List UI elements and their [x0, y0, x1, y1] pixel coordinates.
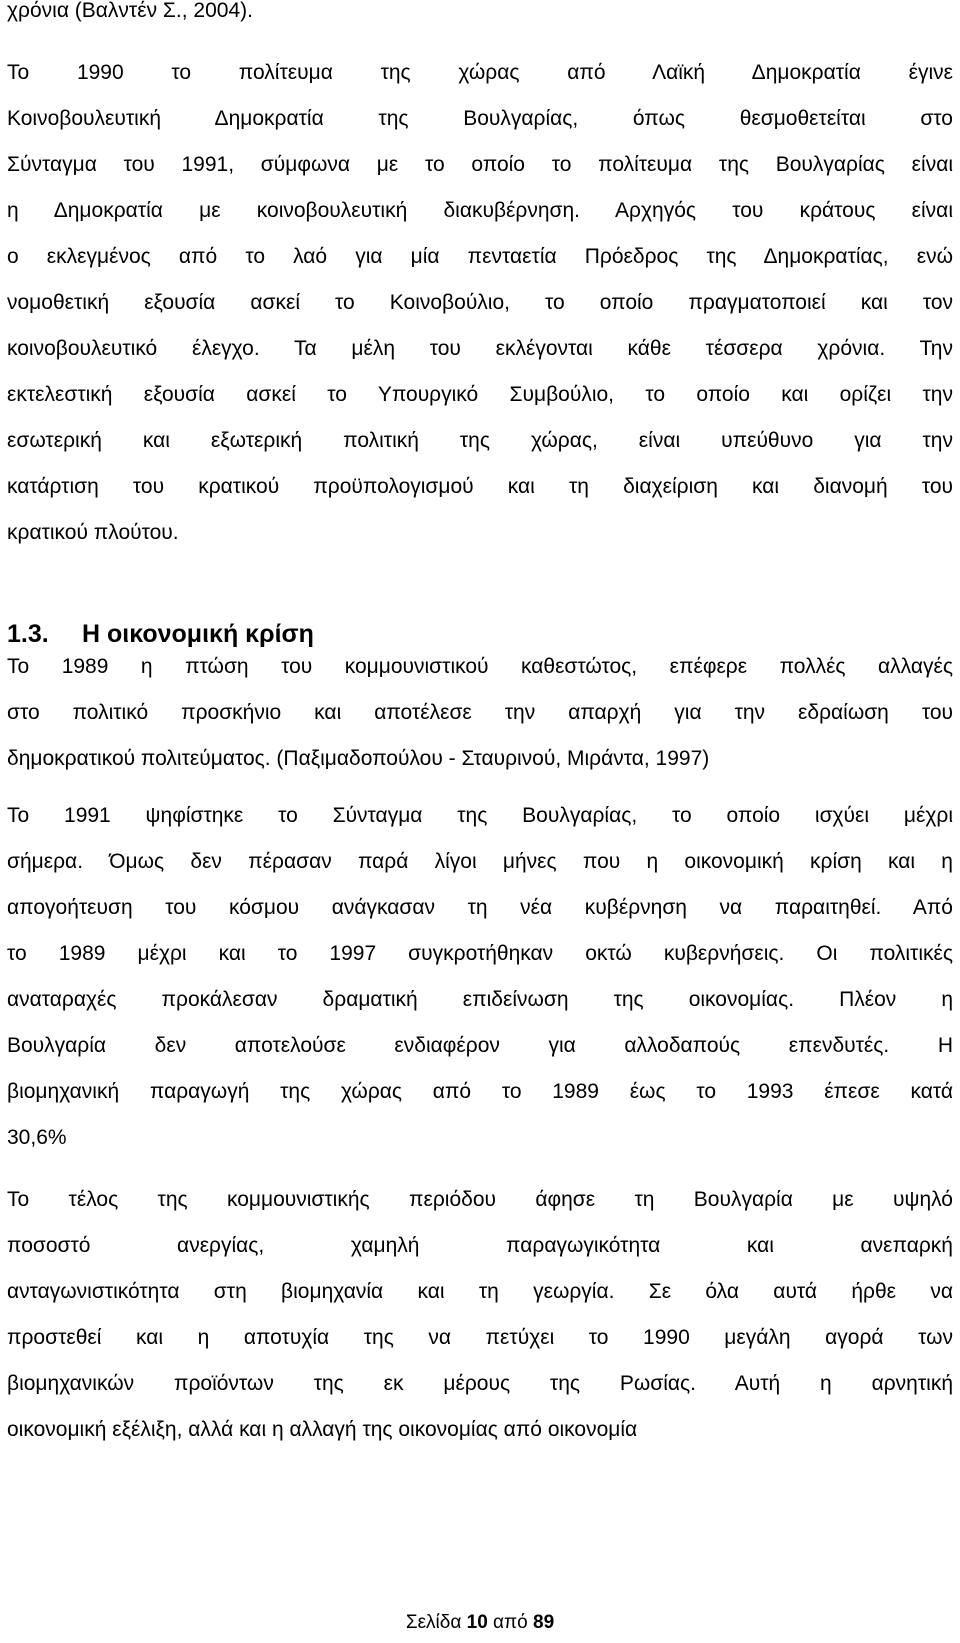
footer-total-pages: 89 — [533, 1612, 555, 1633]
text-line: βιομηχανική παραγωγή της χώρας από το 1989 έως το 1993 έπεσε κατά — [7, 1080, 953, 1103]
text-line: αναταραχές προκάλεσαν δραματική επιδείνωση της οικονομίας. Πλέον η — [7, 988, 953, 1011]
text-line: εκτελεστική εξουσία ασκεί το Υπουργικό Συμβούλιο, το οποίο και ορίζει την — [7, 383, 953, 406]
text-line: Κοινοβουλευτική Δημοκρατία της Βουλγαρίας, όπως θεσμοθετείται στο — [7, 107, 953, 130]
text-line: απογοήτευση του κόσμου ανάγκασαν τη νέα κυβέρνηση να παραιτηθεί. Από — [7, 896, 953, 919]
text-line: κοινοβουλευτικό έλεγχο. Τα μέλη του εκλέγονται κάθε τέσσερα χρόνια. Την — [7, 337, 953, 360]
text-line: εσωτερική και εξωτερική πολιτική της χώρας, είναι υπεύθυνο για την — [7, 429, 953, 452]
text-line: βιομηχανικών προϊόντων της εκ μέρους της Ρωσίας. Αυτή η αρνητική — [7, 1372, 953, 1395]
text-line: κατάρτιση του κρατικού προϋπολογισμού και τη διαχείριση και διανομή του — [7, 475, 953, 498]
text-line: προστεθεί και η αποτυχία της να πετύχει το 1990 μεγάλη αγορά των — [7, 1326, 953, 1349]
text-line: χρόνια (Βαλντέν Σ., 2004). — [7, 0, 253, 22]
footer-page-label: Σελίδα — [405, 1612, 462, 1633]
text-line: ανταγωνιστικότητα στη βιομηχανία και τη γεωργία. Σε όλα αυτά ήρθε να — [7, 1280, 953, 1303]
text-line: 30,6% — [7, 1126, 67, 1149]
text-line: κρατικού πλούτου. — [7, 521, 179, 544]
text-line: Το 1990 το πολίτευμα της χώρας από Λαϊκή Δημοκρατία έγινε — [7, 61, 953, 84]
text-line: το 1989 μέχρι και το 1997 συγκροτήθηκαν οκτώ κυβερνήσεις. Οι πολιτικές — [7, 942, 953, 965]
text-line: Το 1989 η πτώση του κομμουνιστικού καθεστώτος, επέφερε πολλές αλλαγές — [7, 655, 953, 678]
paragraph-regime-fall — [7, 644, 953, 782]
text-line: Σύνταγμα του 1991, σύμφωνα με το οποίο το πολίτευμα της Βουλγαρίας είναι — [7, 153, 953, 176]
footer-current-page: 10 — [466, 1612, 488, 1633]
text-line: οικονομική εξέλιξη, αλλά και η αλλαγή της οικονομίας από οικονομία — [7, 1418, 638, 1441]
paragraph-communist-legacy — [7, 1177, 953, 1453]
text-line: η Δημοκρατία με κοινοβουλευτική διακυβέρνηση. Αρχηγός του κράτους είναι — [7, 199, 953, 222]
text-line: σήμερα. Όμως δεν πέρασαν παρά λίγοι μήνες που η οικονομική κρίση και η — [7, 850, 953, 873]
text-line: Το τέλος της κομμουνιστικής περιόδου άφησε τη Βουλγαρία με υψηλό — [7, 1188, 953, 1211]
section-number: 1.3. — [7, 620, 49, 648]
text-line: Βουλγαρία δεν αποτελούσε ενδιαφέρον για αλλοδαπούς επενδυτές. Η — [7, 1034, 953, 1057]
footer-of-label: από — [493, 1612, 528, 1633]
text-line: δημοκρατικού πολιτεύματος. (Παξιμαδοπούλου - Σταυρινού, Μιράντα, 1997) — [7, 747, 710, 770]
page-footer — [0, 1610, 960, 1636]
paragraph-political-system — [7, 50, 953, 556]
text-line: ποσοστό ανεργίας, χαμηλή παραγωγικότητα και ανεπαρκή — [7, 1234, 953, 1257]
text-line: Το 1991 ψηφίστηκε το Σύνταγμα της Βουλγαρίας, το οποίο ισχύει μέχρι — [7, 804, 953, 827]
text-line: νομοθετική εξουσία ασκεί το Κοινοβούλιο, το οποίο πραγματοποιεί και τον — [7, 291, 953, 314]
text-line: στο πολιτικό προσκήνιο και αποτέλεσε την απαρχή για την εδραίωση του — [7, 701, 953, 724]
text-line: ο εκλεγμένος από το λαό για μία πενταετία Πρόεδρος της Δημοκρατίας, ενώ — [7, 245, 953, 268]
paragraph-constitution — [7, 793, 953, 1161]
section-title: Η οικονομική κρίση — [82, 620, 314, 648]
top-fragment — [7, 0, 953, 34]
